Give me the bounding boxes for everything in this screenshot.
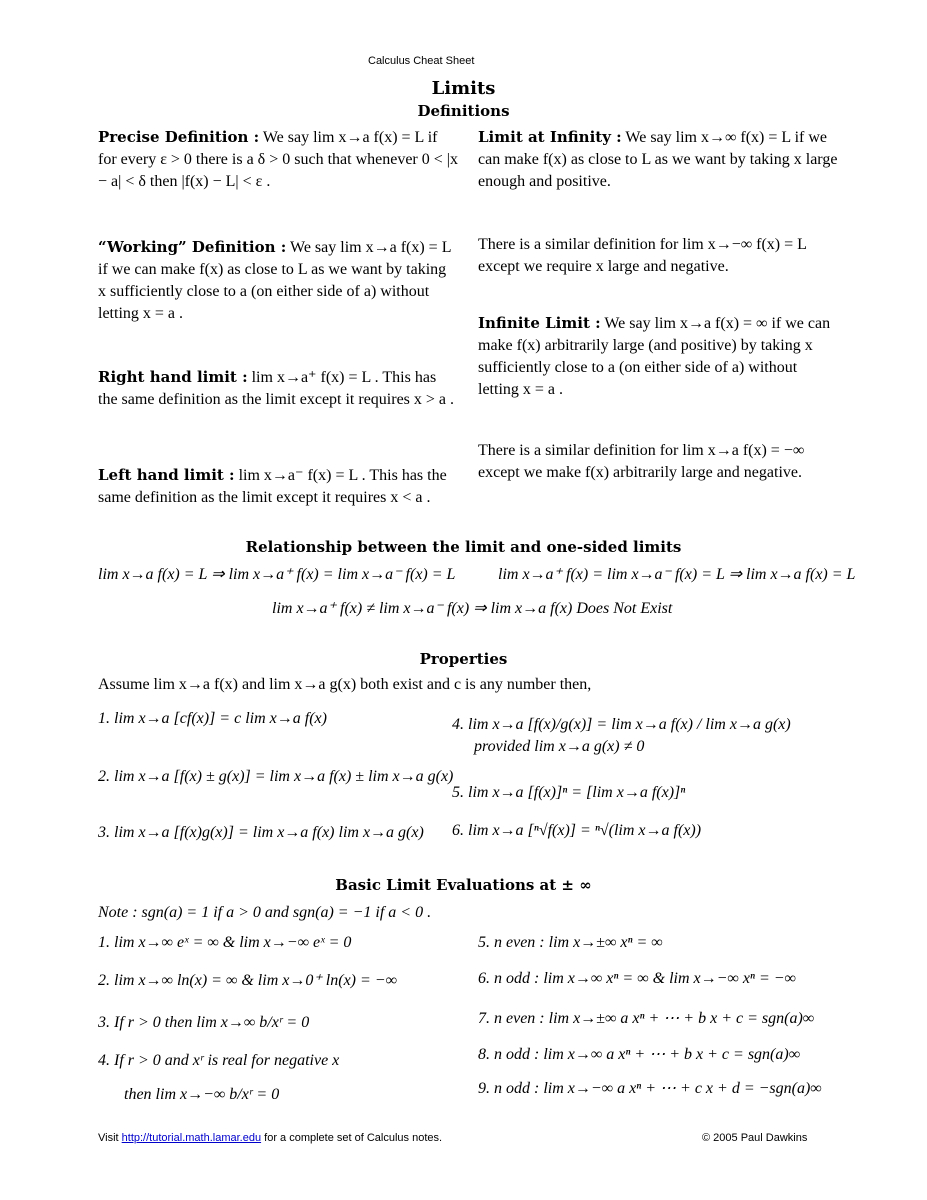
basic-2-formula: lim x→∞ ln(x) = ∞ & lim x→0⁺ ln(x) = −∞ — [114, 972, 397, 989]
property-1-formula: lim x→a [cf(x)] = c lim x→a f(x) — [114, 710, 327, 727]
right-text: lim x→a⁺ f(x) = L . This has the same definition as the limit except it requires x > a . — [98, 369, 455, 408]
working-text: We say lim x→a f(x) = L if we can make f(x) as close to L as we want by taking x sufficiently close to a (on either side of a) without letting x = a . — [98, 239, 451, 322]
basic-7-number: 7. — [478, 1010, 490, 1027]
title-relationship: Relationship between the limit and one-sided limits — [245, 538, 682, 556]
limit-at-infinity — [478, 126, 838, 193]
working-definition — [98, 236, 458, 325]
precise-text: We say lim x→a f(x) = L if for every ε > 0 there is a δ > 0 such that whenever 0 < |x − a| < δ then |f(x) − L| < ε . — [98, 129, 458, 190]
infinity-text: We say lim x→∞ f(x) = L if we can make f(x) as close to L as we want by taking x large enough and positive. — [478, 129, 838, 190]
footer-visit-text: Visit — [98, 1132, 119, 1144]
footer-visit — [98, 1132, 442, 1144]
neg-infinite-definition — [478, 440, 838, 484]
doc-title: Calculus Cheat Sheet — [368, 55, 475, 67]
basic-2-number: 2. — [98, 972, 110, 989]
precise-definition — [98, 126, 458, 193]
basic-8 — [478, 1044, 800, 1064]
basic-9-formula: n odd : lim x→−∞ a xⁿ + ⋯ + c x + d = −sgn(a)∞ — [494, 1080, 822, 1097]
basic-8-number: 8. — [478, 1046, 490, 1063]
basic-6 — [478, 970, 796, 988]
title-limits: Limits — [431, 78, 496, 99]
property-4-proviso: provided lim x→a g(x) ≠ 0 — [474, 738, 645, 755]
property-3 — [98, 824, 424, 842]
left-text: lim x→a⁻ f(x) = L . This has the same definition as the limit except it requires x < a . — [98, 467, 447, 506]
infinity-label: Limit at Infinity : — [478, 128, 622, 146]
infinite-limit — [478, 312, 838, 401]
footer-link[interactable]: http://tutorial.math.lamar.edu — [121, 1132, 262, 1144]
infinite-label: Infinite Limit : — [478, 314, 601, 332]
property-5 — [452, 784, 685, 802]
basic-1-formula: lim x→∞ eˣ = ∞ & lim x→−∞ eˣ = 0 — [114, 934, 352, 951]
property-3-number: 3. — [98, 824, 110, 841]
basic-7-formula: n even : lim x→±∞ a xⁿ + ⋯ + b x + c = sgn(a)∞ — [494, 1010, 815, 1027]
relationship-left: lim x→a f(x) = L ⇒ lim x→a⁺ f(x) = lim x→a⁻ f(x) = L — [98, 566, 456, 583]
property-6-formula: lim x→a [ⁿ√f(x)] = ⁿ√(lim x→a f(x)) — [468, 822, 702, 839]
title-definitions: Definitions — [417, 102, 510, 120]
basic-7 — [478, 1008, 814, 1028]
basic-9 — [478, 1078, 822, 1098]
property-4-formula: lim x→a [f(x)/g(x)] = lim x→a f(x) / lim x→a g(x) — [468, 716, 791, 733]
property-2-number: 2. — [98, 768, 110, 785]
properties-assume: Assume lim x→a f(x) and lim x→a g(x) both exist and c is any number then, — [98, 676, 592, 693]
property-2-formula: lim x→a [f(x) ± g(x)] = lim x→a f(x) ± lim x→a g(x) — [114, 768, 454, 785]
property-3-formula: lim x→a [f(x)g(x)] = lim x→a f(x) lim x→a g(x) — [114, 824, 424, 841]
neg-infinity-definition — [478, 234, 838, 278]
property-5-number: 5. — [452, 784, 464, 801]
basic-3-number: 3. — [98, 1014, 110, 1031]
basic-2 — [98, 970, 397, 990]
precise-label: Precise Definition : — [98, 128, 260, 146]
basic-4-formula: If r > 0 and xʳ is real for negative x — [114, 1052, 340, 1069]
basic-3 — [98, 1014, 309, 1032]
basic-4 — [98, 1052, 339, 1070]
property-5-formula: lim x→a [f(x)]ⁿ = [lim x→a f(x)]ⁿ — [468, 784, 686, 801]
infinite-text: We say lim x→a f(x) = ∞ if we can make f(x) arbitrarily large (and positive) by taking x sufficiently close to a (on either side of a) without letting x = a . — [478, 315, 831, 398]
relationship-right: lim x→a⁺ f(x) = lim x→a⁻ f(x) = L ⇒ lim x→a f(x) = L — [498, 566, 856, 583]
basic-5 — [478, 934, 663, 952]
relationship-dne: lim x→a⁺ f(x) ≠ lim x→a⁻ f(x) ⇒ lim x→a f(x) Does Not Exist — [272, 600, 673, 617]
footer-rest-text: for a complete set of Calculus notes. — [264, 1132, 443, 1144]
title-basic-limits: Basic Limit Evaluations at ± ∞ — [335, 876, 592, 894]
basic-8-formula: n odd : lim x→∞ a xⁿ + ⋯ + b x + c = sgn(a)∞ — [494, 1046, 801, 1063]
basic-4-number: 4. — [98, 1052, 110, 1069]
basic-5-number: 5. — [478, 934, 490, 951]
neg-infinite-text: There is a similar definition for lim x→a f(x) = −∞ except we make f(x) arbitrarily large and negative. — [478, 442, 805, 481]
right-hand-limit — [98, 366, 458, 411]
sgn-note: Note : sgn(a) = 1 if a > 0 and sgn(a) = −1 if a < 0 . — [98, 904, 432, 921]
property-4 — [452, 716, 791, 734]
property-1-number: 1. — [98, 710, 110, 727]
right-label: Right hand limit : — [98, 368, 248, 386]
basic-3-formula: If r > 0 then lim x→∞ b/xʳ = 0 — [114, 1014, 310, 1031]
property-4-number: 4. — [452, 716, 464, 733]
basic-4-cont: then lim x→−∞ b/xʳ = 0 — [124, 1086, 280, 1103]
property-2 — [98, 768, 453, 786]
basic-6-formula: n odd : lim x→∞ xⁿ = ∞ & lim x→−∞ xⁿ = −∞ — [494, 970, 796, 987]
property-6 — [452, 822, 701, 840]
basic-5-formula: n even : lim x→±∞ xⁿ = ∞ — [494, 934, 663, 951]
left-label: Left hand limit : — [98, 466, 235, 484]
property-6-number: 6. — [452, 822, 464, 839]
working-label: “Working” Definition : — [98, 238, 287, 256]
basic-9-number: 9. — [478, 1080, 490, 1097]
neg-infinity-text: There is a similar definition for lim x→−∞ f(x) = L except we require x large and negative. — [478, 236, 807, 275]
property-1 — [98, 710, 327, 728]
basic-1-number: 1. — [98, 934, 110, 951]
left-hand-limit — [98, 464, 458, 509]
title-properties: Properties — [419, 650, 508, 668]
basic-6-number: 6. — [478, 970, 490, 987]
basic-1 — [98, 934, 351, 952]
footer-copyright: © 2005 Paul Dawkins — [702, 1132, 808, 1144]
